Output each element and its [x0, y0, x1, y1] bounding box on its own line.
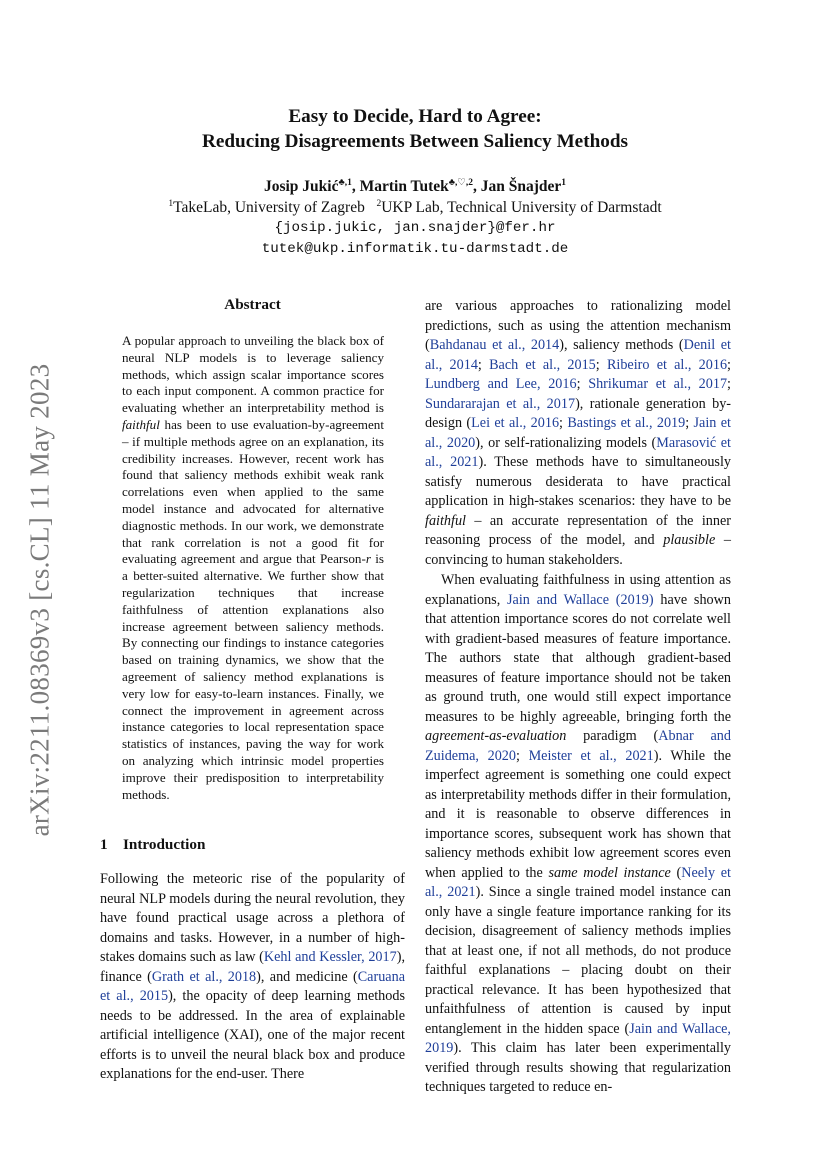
italic-term: agreement-as-evaluation: [425, 728, 567, 744]
author-names: Josip Jukić$^{♣,1}$, Martin Tutek$^{♣,♡,2}$, Jan Šnajder$^1$: [263, 177, 567, 195]
citation-link[interactable]: Neely et al., 2021: [425, 864, 731, 900]
affiliation-1: TakeLab, University of Zagreb: [173, 199, 365, 216]
body-text: ), or self-rationalizing models (: [475, 434, 657, 451]
body-text: ). Since a single trained model instance can only have a single feature importance ranking for its decision, disagreement of saliency methods implies that at least one, if not all methods, do not produce faithful explanations – placing doubt on their practical relevance. It has been hypothesized that unfaithfulness of attention is caused by input entanglement in the hidden space (: [425, 884, 731, 1037]
email-line-1[interactable]: {josip.jukic, jan.snajder}@fer.hr: [274, 220, 556, 236]
abstract-text-1: A popular approach to unveiling the black box of neural NLP models is to leverage saliency methods, which assign scalar importance scores to each input component. A common practice for evaluating whether an interpretability method is: [122, 333, 384, 416]
intro-left-paragraph: [100, 870, 405, 1085]
right-paragraph-1: [425, 297, 731, 570]
author-1-marks: ♣,1: [338, 177, 352, 188]
author-block: [100, 176, 730, 260]
citation-link[interactable]: Bastings et al., 2019: [567, 415, 686, 431]
email-line-2[interactable]: tutek@ukp.informatik.tu-darmstadt.de: [261, 241, 569, 257]
right-paragraph-2: [425, 571, 731, 1098]
author-2-marks: ♣,♡,2: [448, 177, 473, 188]
citation-link[interactable]: Bach et al., 2015: [489, 356, 596, 373]
body-text: – an accurate representation of the inner reasoning process of the model, and: [425, 512, 731, 548]
body-text: have shown that attention importance scores do not correlate well with gradient-based measures of feature importance. The authors state that although gradient-based measures of feature importance should not be taken as ground truth, one would still expect importance measures to be highly agreeable, bringing forth the: [425, 591, 731, 725]
separator: ;: [576, 376, 589, 392]
citation-link[interactable]: Jain and Wallace, 2019: [425, 1020, 731, 1056]
body-text: ). While the imperfect agreement is something one could expect as interpretability methods differ in their formulation, and it is reasonable to observe differences in importance scores, subsequent work has shown that saliency methods exhibit low agreement scores even when applied to the: [425, 747, 731, 881]
citation-link[interactable]: Bahdanau et al., 2014: [429, 337, 560, 353]
abstract-italic-faithful: faithful: [122, 416, 160, 432]
citation-link[interactable]: Grath et al., 2018: [151, 968, 257, 985]
citation-link[interactable]: Shrikumar et al., 2017: [588, 376, 728, 392]
affiliation-2: UKP Lab, Technical University of Darmstadt: [381, 199, 662, 216]
abstract-heading: Abstract: [224, 296, 281, 313]
arxiv-stamp: [10, 330, 70, 870]
intro-text: Following the meteoric rise of the popularity of neural NLP models during the neural revolution, they have found practical usage across a plethora of domains and tasks. However, in a number of high-stakes domains such as law (: [100, 871, 405, 965]
author-1: Josip Jukić: [263, 178, 339, 195]
body-text: ), saliency methods (: [559, 337, 684, 353]
title-line-2: Reducing Disagreements Between Saliency Methods: [202, 131, 628, 152]
citation-link[interactable]: Marasović et al., 2021: [425, 434, 731, 470]
citation-link[interactable]: Kehl and Kessler, 2017: [263, 949, 397, 965]
citation-link[interactable]: Ribeiro et al., 2016: [606, 356, 728, 373]
separator: ;: [595, 356, 607, 373]
author-3-marks: 1: [561, 177, 567, 188]
citation-link[interactable]: Sundararajan et al., 2017: [425, 395, 576, 412]
section-title: Introduction: [123, 836, 206, 853]
citation-link[interactable]: Abnar and Zuidema, 2020: [425, 728, 731, 764]
citation-link[interactable]: Caruana et al., 2015: [100, 968, 405, 1004]
separator: ;: [477, 356, 490, 373]
citation-link[interactable]: Lundberg and Lee, 2016: [425, 376, 577, 392]
separator: ;: [559, 415, 568, 431]
body-text: When evaluating faithfulness in using attention as explanations,: [425, 572, 731, 608]
abstract-text-2: has been to use evaluation-by-agreement – if multiple methods agree on an explanation, its credibility increases. However, recent work has found that saliency methods exhibit weak rank correlations even when applied to the same model instance and advocated for alternative diagnostic methods. In our work, we demonstrate that rank correlation is not a good fit for evaluating agreement and argue that Pearson-: [122, 416, 384, 567]
affiliation-1-mark: 1: [168, 198, 174, 209]
body-text: paradigm (: [566, 728, 659, 744]
citation-link[interactable]: Meister et al., 2021: [528, 747, 654, 764]
author-2: Martin Tutek: [359, 178, 449, 195]
affiliation-2-mark: 2: [376, 198, 382, 209]
affiliations: [100, 197, 730, 218]
section-number: 1: [100, 836, 108, 853]
italic-term: plausible: [663, 532, 716, 548]
citation-link[interactable]: Lei et al., 2016: [471, 415, 560, 431]
intro-text: ), finance (: [100, 949, 405, 985]
author-3: Jan Šnajder: [480, 178, 562, 195]
section-heading-introduction: [100, 836, 205, 854]
arxiv-identifier[interactable]: arXiv:2211.08369v3 [cs.CL] 11 May 2023: [24, 363, 55, 837]
abstract-text-3: is a better-suited alternative. We further show that regularization techniques that increase faithfulness of attention explanations also increase agreement between saliency methods. By connecting our findings to instance categories based on training dynamics, we show that the agreement of saliency method explanations is very low for easy-to-learn instances. Finally, we connect the improvement in agreement across instance categories to local representation space statistics of instances, paving the way for work on analyzing which intrinsic model properties improve their predisposition to interpretability methods.: [122, 551, 385, 802]
separator: ;: [727, 376, 731, 392]
italic-term: faithful: [425, 512, 466, 529]
citation-link[interactable]: Jain and Wallace (2019): [507, 591, 654, 608]
paper-title: [100, 104, 730, 154]
separator: ;: [685, 415, 694, 431]
italic-term: same model instance: [548, 864, 671, 881]
citation-link[interactable]: Denil et al., 2014: [425, 337, 731, 373]
body-text: are various approaches to rationalizing model predictions, such as using the attention mechanism (: [425, 298, 731, 353]
body-text: – convincing to human stakeholders.: [425, 532, 732, 568]
body-text: ). These methods have to simultaneously satisfy numerous desiderata to have practical application in high-stakes scenarios: they have to be: [425, 454, 731, 509]
title-line-1: Easy to Decide, Hard to Agree:: [288, 106, 542, 127]
abstract-body: [122, 333, 384, 803]
separator: ;: [515, 747, 529, 764]
intro-text: ), the opacity of deep learning methods needs to be addressed. In the area of explainable artificial intelligence (XAI), one of the major recent efforts is to unveil the neural black box and produce explanations for the end-user. There: [100, 988, 405, 1082]
body-text: (: [670, 864, 682, 881]
body-text: ), rationale generation by-design (: [425, 395, 732, 431]
citation-link[interactable]: Jain et al., 2020: [425, 415, 731, 451]
abstract-italic-r: r: [365, 551, 371, 567]
intro-text: ), and medicine (: [256, 968, 358, 985]
separator: ;: [727, 356, 731, 373]
body-text: ). This claim has later been experimentally verified through results showing that regularization techniques targeted to reduce en-: [425, 1040, 731, 1095]
